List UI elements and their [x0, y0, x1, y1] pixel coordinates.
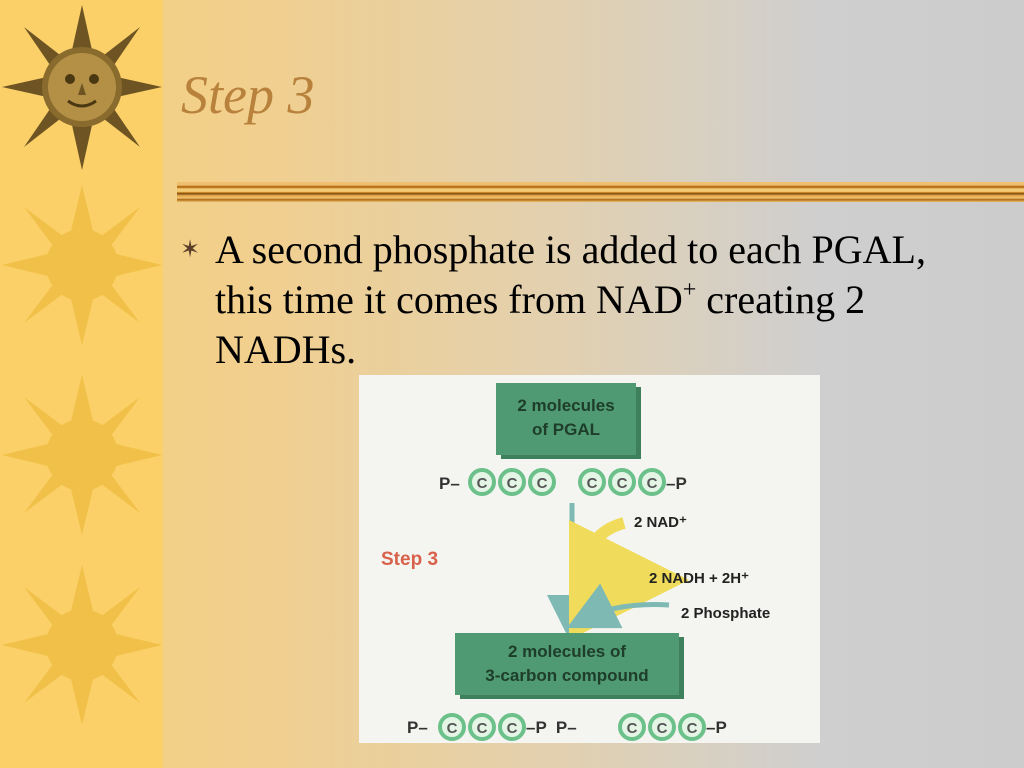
- decorative-sidebar: [0, 0, 163, 768]
- carbon-atom: [440, 715, 464, 739]
- bullet-text: [215, 225, 940, 375]
- three-carbon-box-line1: 2 molecules of: [507, 642, 627, 661]
- carbon-atom: [640, 470, 664, 494]
- pgal-box-line1: 2 molecules: [517, 396, 615, 415]
- pgal-carbon-chains: [439, 470, 687, 494]
- slide-title: Step 3: [181, 65, 315, 125]
- sun-icon: [2, 185, 162, 345]
- svg-text:C: C: [476, 720, 488, 737]
- step-label: Step 3: [381, 549, 439, 570]
- three-carbon-box: [455, 633, 684, 699]
- pgal-box: [496, 383, 641, 459]
- carbon-atom: [620, 715, 644, 739]
- chain-phosphate-middle: –P P–: [526, 718, 577, 737]
- bullet-superscript: +: [682, 276, 697, 303]
- svg-text:C: C: [536, 475, 548, 492]
- carbon-atom: [470, 715, 494, 739]
- nadh-label: 2 NADH + 2H⁺: [649, 570, 750, 587]
- glycolysis-step3-diagram: [359, 375, 820, 743]
- svg-text:C: C: [656, 720, 668, 737]
- nad-curved-arrow: [591, 523, 629, 580]
- bullet-text-main: A second phosphate is added to each PGAL, this time it comes from NAD: [215, 227, 926, 322]
- svg-text:C: C: [506, 720, 518, 737]
- svg-text:C: C: [476, 475, 488, 492]
- svg-text:C: C: [506, 475, 518, 492]
- nad-label: 2 NAD⁺: [634, 514, 687, 531]
- title-divider: [177, 182, 1024, 202]
- product-carbon-chains: [407, 715, 727, 739]
- pgal-box-line2: of PGAL: [532, 420, 600, 439]
- sun-icon: [2, 565, 162, 725]
- chain-phosphate-right: –P: [666, 474, 687, 493]
- chain-phosphate-left: P–: [439, 474, 460, 493]
- chain-phosphate-right: –P: [706, 718, 727, 737]
- three-carbon-box-line2: 3-carbon compound: [485, 666, 649, 685]
- carbon-atom: [530, 470, 554, 494]
- svg-text:C: C: [586, 475, 598, 492]
- phosphate-label: 2 Phosphate: [681, 605, 771, 622]
- star-bullet-icon: ✶: [180, 237, 201, 263]
- svg-text:C: C: [626, 720, 638, 737]
- carbon-atom: [680, 715, 704, 739]
- svg-text:C: C: [686, 720, 698, 737]
- carbon-atom: [470, 470, 494, 494]
- carbon-atom: [610, 470, 634, 494]
- svg-text:C: C: [646, 475, 658, 492]
- phosphate-arrow: [589, 605, 669, 618]
- sun-icon: [2, 375, 162, 535]
- svg-text:C: C: [616, 475, 628, 492]
- carbon-atom: [580, 470, 604, 494]
- bullet-item: [180, 225, 940, 375]
- sun-face-icon: [2, 5, 162, 170]
- bullet-text-end: creating 2 NADHs.: [215, 277, 866, 372]
- svg-text:C: C: [446, 720, 458, 737]
- carbon-atom: [500, 470, 524, 494]
- carbon-atom: [500, 715, 524, 739]
- chain-phosphate-left: P–: [407, 718, 428, 737]
- carbon-atom: [650, 715, 674, 739]
